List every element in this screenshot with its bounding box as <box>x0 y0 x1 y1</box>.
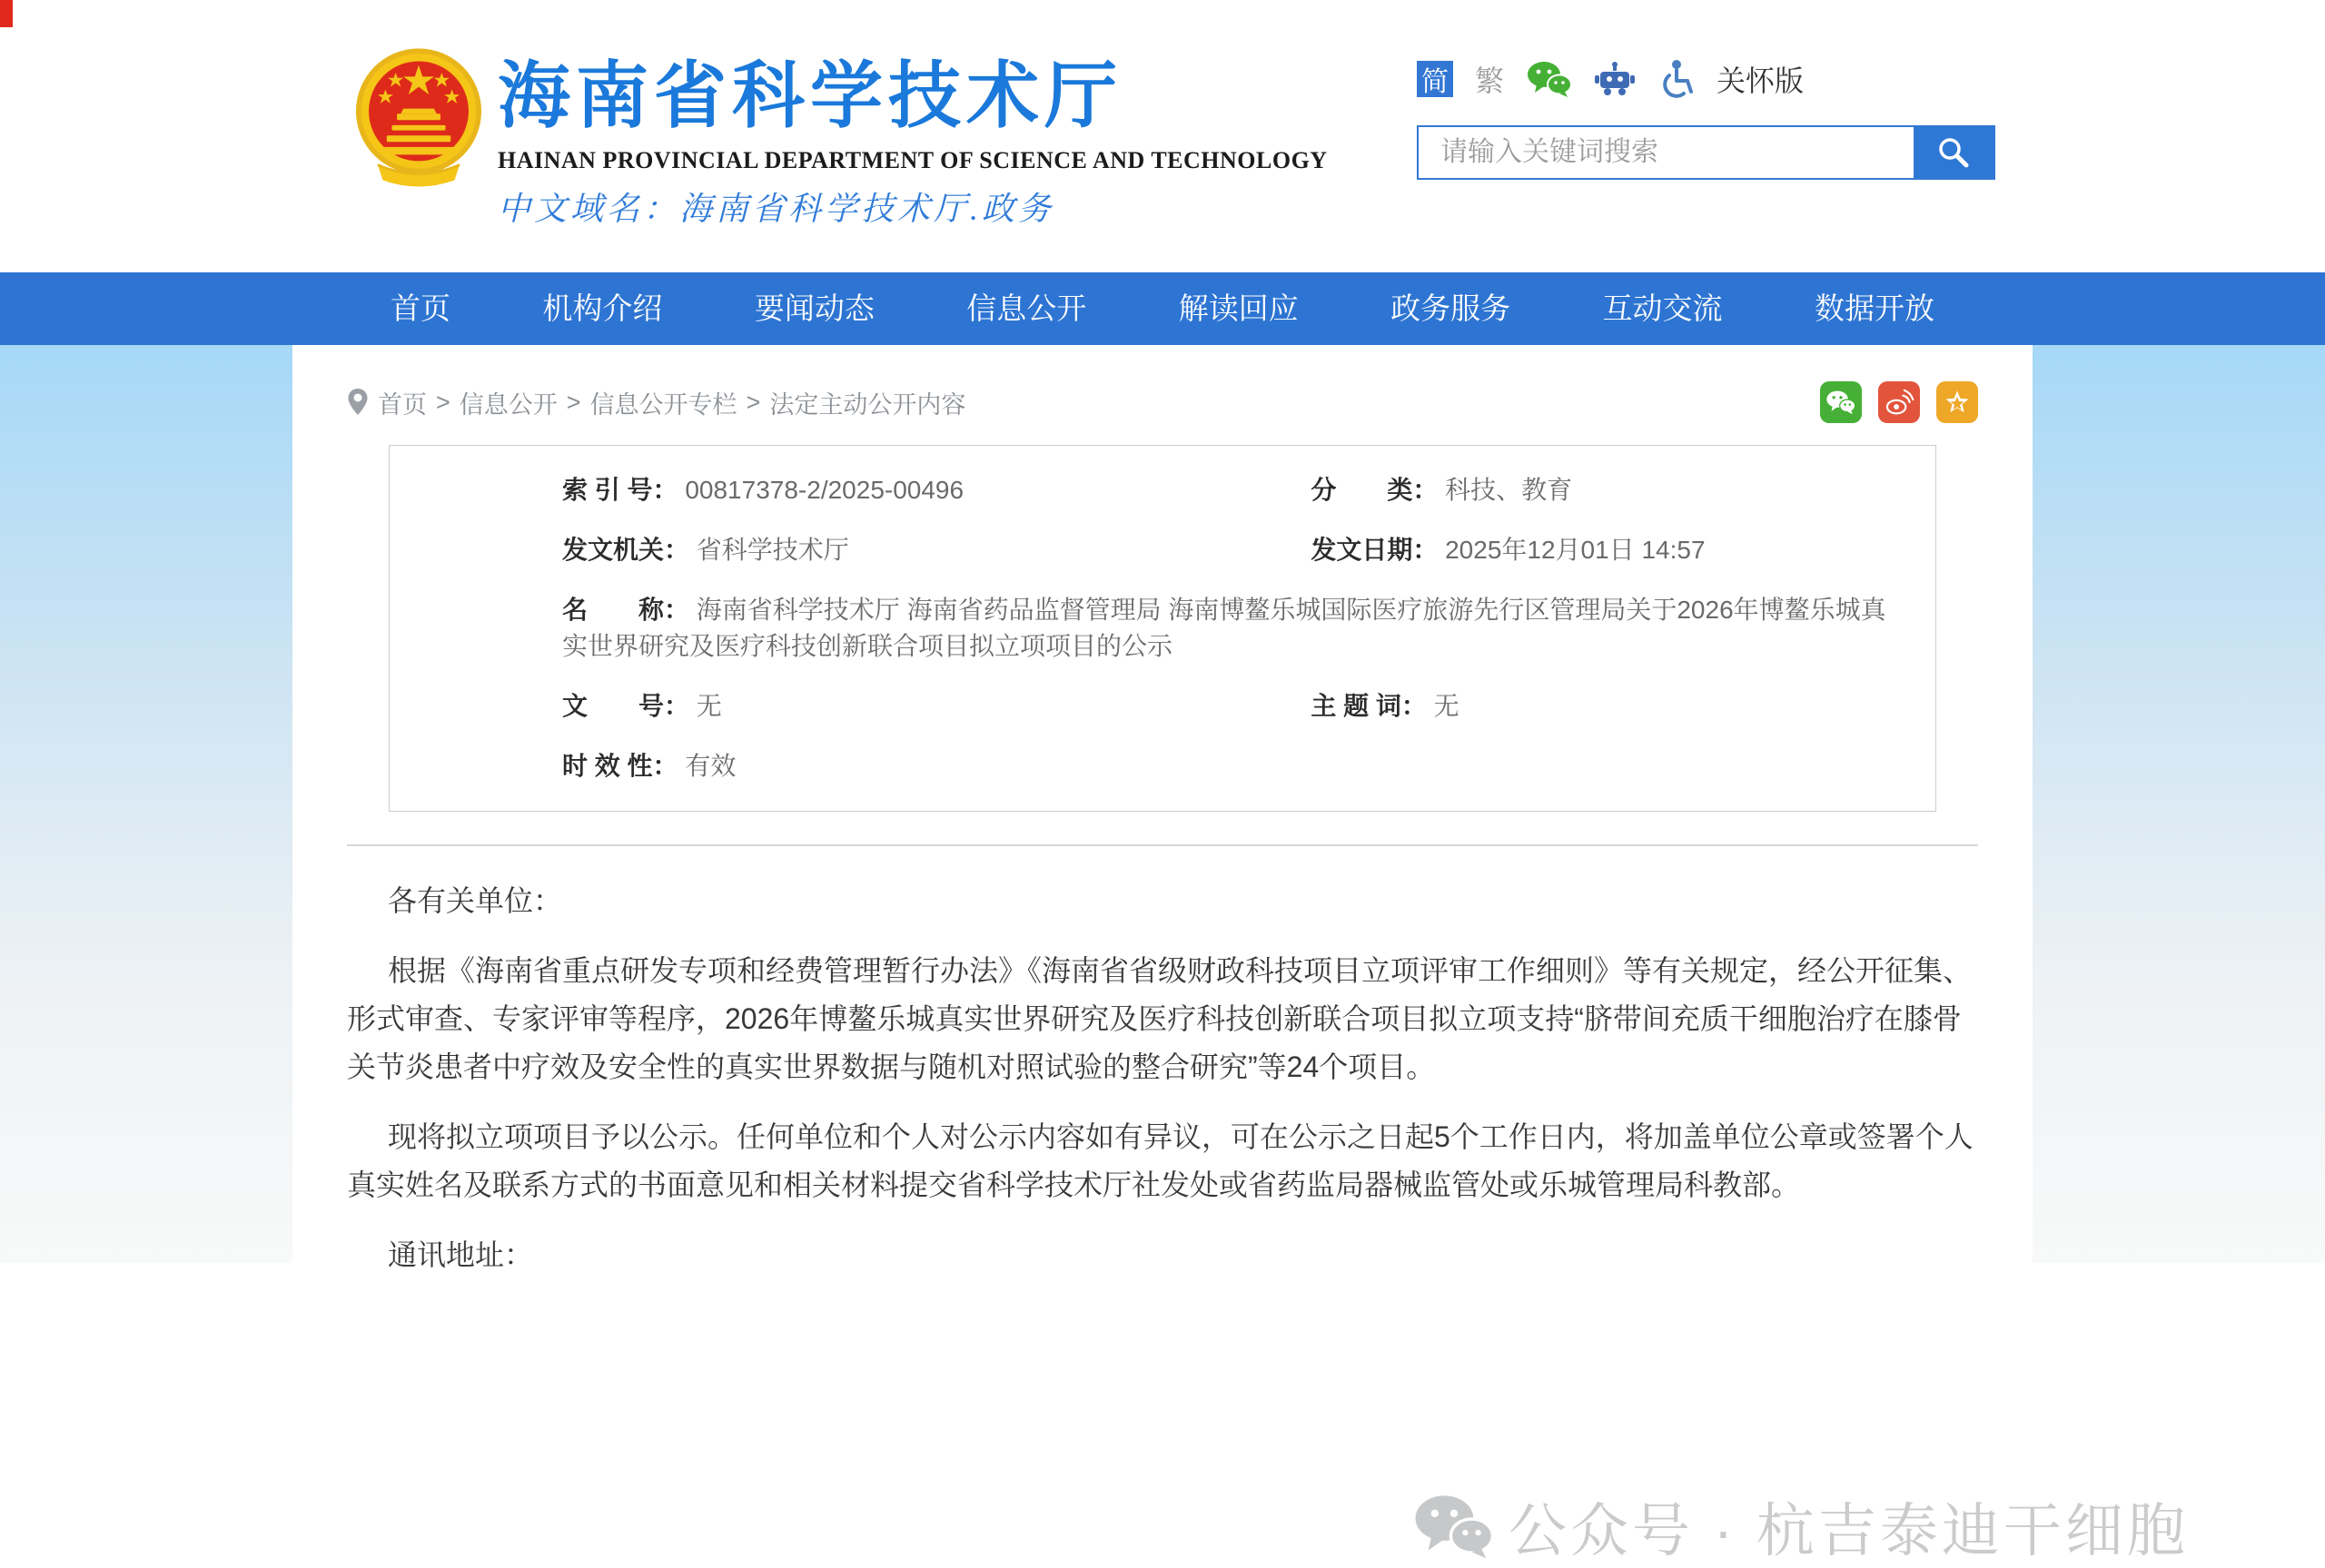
meta-docno-label: 文 号： <box>562 692 690 720</box>
breadcrumb-separator: > <box>746 388 761 416</box>
breadcrumb-separator: > <box>566 388 581 416</box>
site-header <box>0 0 2325 272</box>
meta-category-row <box>1311 460 1899 520</box>
breadcrumb-separator: > <box>436 388 450 416</box>
article-salutation: 各有关单位： <box>388 884 563 917</box>
breadcrumb-current[interactable]: 法定主动公开内容 <box>769 390 966 419</box>
lang-traditional-button[interactable]: 繁 <box>1475 64 1505 97</box>
chinese-domain-line: 中文域名：海南省科学技术厅.政务 <box>498 191 1055 227</box>
document-meta-table <box>389 445 1936 812</box>
announcement-body <box>347 877 1978 1279</box>
watermark-wechat-icon <box>1412 1491 1496 1562</box>
meta-index-label: 索 引 号： <box>562 476 678 504</box>
watermark-text: 公众号 · 杭吉泰迪干细胞 <box>1509 1498 2189 1563</box>
content-column <box>292 345 2033 1271</box>
share-wechat-icon[interactable] <box>1820 381 1862 423</box>
nav-item-open-data[interactable]: 数据开放 <box>1814 291 1934 325</box>
national-emblem <box>354 47 483 194</box>
article-paragraph-basis: 根据《海南省重点研发专项和经费管理暂行办法》《海南省省级财政科技项目立项评审工作细则》等有关规定，经公开征集、形式审查、专家评审等程序，2026年博鳌乐城真实世界研究及医疗科技创新联合项目拟立项支持“脐带间充质干细胞治疗在膝骨关节炎患者中疗效及安全性的真实世界数据与随机对照试验的整合研究”等24个项目。 <box>347 954 1973 1083</box>
meta-issuer-value: 省科学技术厅 <box>696 536 849 564</box>
accessibility-icon[interactable] <box>1657 59 1695 99</box>
search-input[interactable] <box>1419 127 1914 178</box>
meta-name-row <box>562 580 1899 676</box>
meta-validity-row <box>562 736 1899 796</box>
meta-issuer-label: 发文机关： <box>562 536 690 564</box>
wechat-icon[interactable] <box>1526 60 1573 98</box>
meta-index-value: 00817378-2/2025-00496 <box>685 476 965 504</box>
meta-subject-row <box>1311 676 1899 736</box>
site-logo <box>354 47 1328 230</box>
nav-item-home[interactable]: 首页 <box>391 291 450 325</box>
nav-item-info[interactable]: 信息公开 <box>966 291 1087 325</box>
watermark <box>1412 1484 2189 1568</box>
share-toolbar <box>1820 381 1978 423</box>
nav-item-interpret[interactable]: 解读回应 <box>1178 291 1299 325</box>
lang-simplified-button[interactable]: 简 <box>1417 61 1453 97</box>
header-tools <box>1417 56 2007 180</box>
meta-validity-label: 时 效 性： <box>562 752 678 780</box>
page-subtitle-en: HAINAN PROVINCIAL DEPARTMENT OF SCIENCE AND TECHNOLOGY <box>498 147 1328 173</box>
search-button[interactable] <box>1914 127 1994 178</box>
meta-date-value: 2025年12月01日 14:57 <box>1445 536 1706 564</box>
main-area <box>0 345 2325 1563</box>
breadcrumb <box>347 385 965 420</box>
meta-subject-value: 无 <box>1433 692 1459 720</box>
meta-issuer-row <box>562 520 1311 580</box>
breadcrumb-info[interactable]: 信息公开 <box>459 390 558 419</box>
care-version-link[interactable]: 关怀版 <box>1717 64 1805 97</box>
meta-subject-label: 主 题 词： <box>1311 692 1427 720</box>
meta-category-label: 分 类： <box>1311 476 1439 504</box>
red-corner-mark <box>0 0 13 27</box>
meta-validity-value: 有效 <box>685 752 737 780</box>
meta-index-row <box>562 460 1311 520</box>
article-paragraph-address-label: 通讯地址： <box>388 1238 534 1271</box>
search-bar <box>1417 125 1995 180</box>
breadcrumb-home[interactable]: 首页 <box>378 390 427 419</box>
nav-item-services[interactable]: 政务服务 <box>1390 291 1511 325</box>
share-weibo-icon[interactable] <box>1878 381 1920 423</box>
section-divider <box>347 844 1978 846</box>
share-qzone-icon[interactable] <box>1936 381 1978 423</box>
nav-item-news[interactable]: 要闻动态 <box>754 291 875 325</box>
search-icon <box>1936 135 1971 170</box>
location-pin-icon <box>347 388 369 417</box>
page-title: 海南省科学技术厅 <box>498 55 1123 136</box>
meta-date-label: 发文日期： <box>1311 536 1439 564</box>
meta-name-value: 海南省科学技术厅 海南省药品监督管理局 海南博鳌乐城国际医疗旅游先行区管理局关于2026年博鳌乐城真实世界研究及医疗科技创新联合项目拟立项项目的公示 <box>562 596 1886 660</box>
nav-item-interaction[interactable]: 互动交流 <box>1602 291 1723 325</box>
meta-docno-row <box>562 676 1311 736</box>
article-paragraph-notice: 现将拟立项项目予以公示。任何单位和个人对公示内容如有异议，可在公示之日起5个工作日内，将加盖单位公章或签署个人真实姓名及联系方式的书面意见和相关材料提交省科学技术厅社发处或省药监局器械监管处或乐城管理局科教部。 <box>347 1120 1974 1201</box>
meta-date-row <box>1311 520 1899 580</box>
nav-item-org[interactable]: 机构介绍 <box>542 291 663 325</box>
meta-name-label: 名 称： <box>562 596 690 624</box>
robot-icon[interactable] <box>1595 61 1635 97</box>
main-nav <box>0 272 2325 345</box>
breadcrumb-special[interactable]: 信息公开专栏 <box>589 390 737 419</box>
meta-docno-value: 无 <box>696 692 722 720</box>
meta-category-value: 科技、教育 <box>1445 476 1573 504</box>
